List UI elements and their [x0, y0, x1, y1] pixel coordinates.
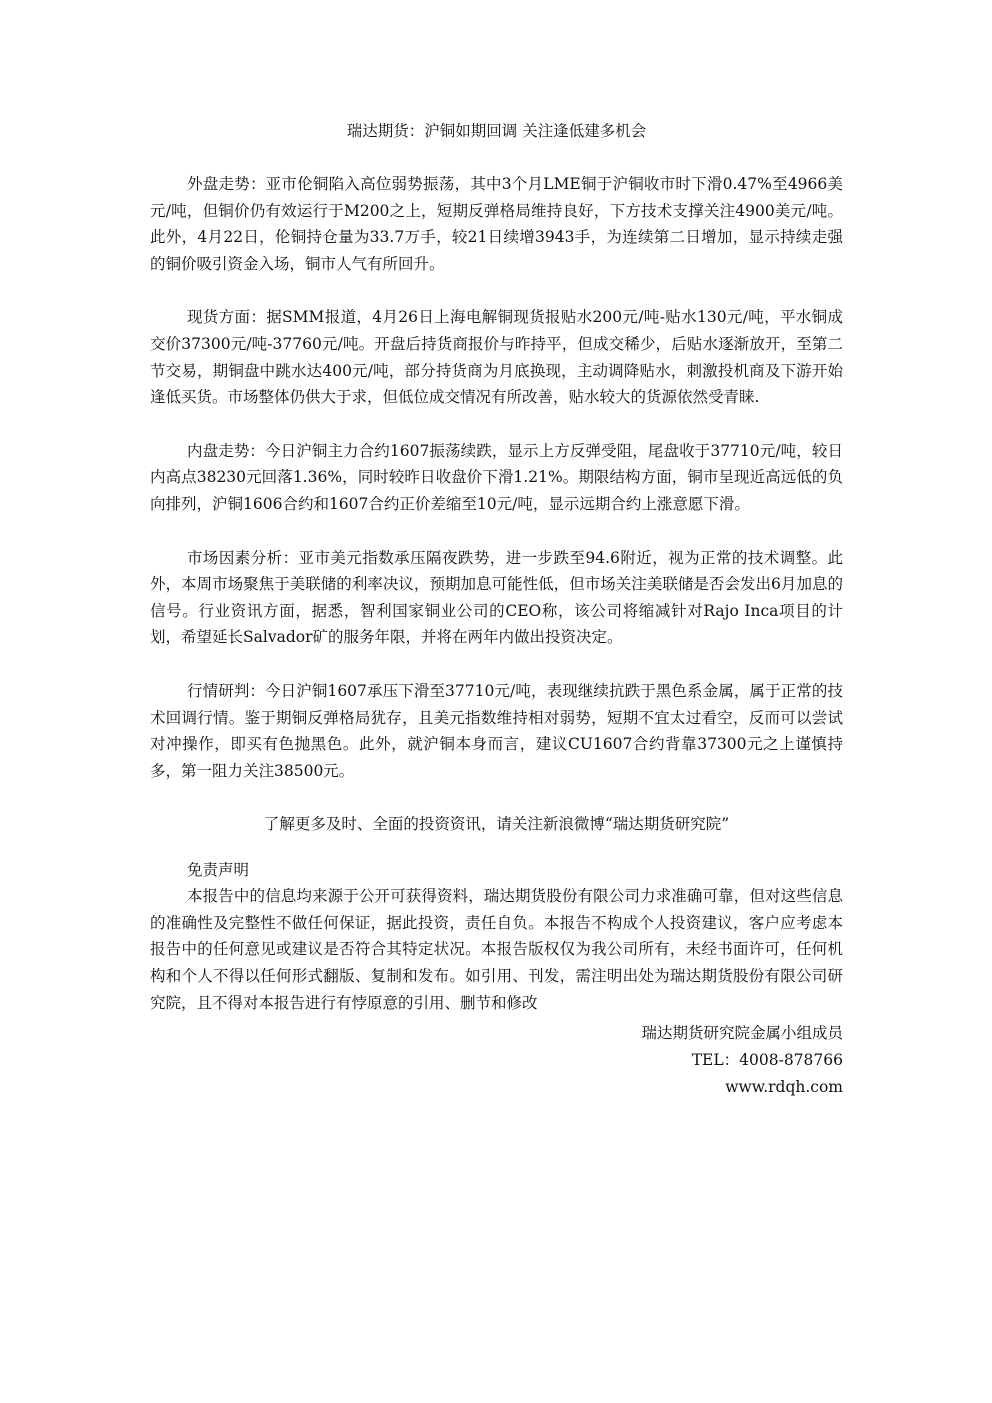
signature-author: 瑞达期货研究院金属小组成员	[641, 1024, 843, 1043]
paragraph-market-factors: 市场因素分析：亚市美元指数承压隔夜跌势，进一步跌至94.6附近，视为正常的技术调整。此外，本周市场聚焦于美联储的利率决议，预期加息可能性低，但市场关注美联储是否会发出6月加息的信号。行业资讯方面，据悉，智利国家铜业公司的CEO称，该公司将缩减针对Rajo Inca项目的计划，希望延长Salvador矿的服务年限，并将在两年内做出投资决定。	[150, 548, 843, 647]
signature-block	[150, 1020, 843, 1101]
report-title: 瑞达期货：沪铜如期回调 关注逢低建多机会	[346, 122, 647, 140]
weibo-notice: 了解更多及时、全面的投资资讯，请关注新浪微博“瑞达期货研究院”	[263, 815, 730, 834]
paragraph-domestic-market: 内盘走势：今日沪铜主力合约1607振荡续跌，显示上方反弹受阻，尾盘收于37710元/吨，较日内高点38230元回落1.36%，同时较昨日收盘价下滑1.21%。期限结构方面，铜市呈现近高远低的负向排列，沪铜1606合约和1607合约正价差缩至10元/吨，显示远期合约上涨意愿下滑。	[150, 441, 843, 513]
signature-website: www.rdqh.com	[725, 1078, 843, 1097]
paragraph-market-outlook: 行情研判：今日沪铜1607承压下滑至37710元/吨，表现继续抗跌于黑色系金属，属于正常的技术回调行情。鉴于期铜反弹格局犹存，且美元指数维持相对弱势，短期不宜太过看空，反而可以尝试对冲操作，即买有色抛黑色。此外，就沪铜本身而言，建议CU1607合约背靠37300元之上谨慎持多，第一阻力关注38500元。	[150, 681, 843, 780]
paragraph-spot-market: 现货方面：据SMM报道，4月26日上海电解铜现货报贴水200元/吨-贴水130元/吨，平水铜成交价37300元/吨-37760元/吨。开盘后持货商报价与昨持平，但成交稀少，后贴水逐渐放开，至第二节交易，期铜盘中跳水达400元/吨，部分持货商为月底换现，主动调降贴水，刺激投机商及下游开始逢低买货。市场整体仍供大于求，但低位成交情况有所改善，贴水较大的货源依然受青睐.	[150, 308, 843, 407]
paragraph-overseas-market: 外盘走势：亚市伦铜陷入高位弱势振荡，其中3个月LME铜于沪铜收市时下滑0.47%至4966美元/吨，但铜价仍有效运行于M200之上，短期反弹格局维持良好，下方技术支撑关注4900美元/吨。此外，4月22日，伦铜持仓量为33.7万手，较21日续增3943手，为连续第二日增加，显示持续走强的铜价吸引资金入场，铜市人气有所回升。	[150, 175, 843, 273]
disclaimer-title: 免责声明	[187, 861, 250, 880]
signature-tel: TEL：4008-878766	[691, 1051, 843, 1070]
disclaimer-body: 本报告中的信息均来源于公开可获得资料，瑞达期货股份有限公司力求准确可靠，但对这些信息的准确性及完整性不做任何保证，据此投资，责任自负。本报告不构成个人投资建议，客户应考虑本报告中的任何意见或建议是否符合其特定状况。本报告版权仅为我公司所有，未经书面许可，任何机构和个人不得以任何形式翻版、复制和发布。如引用、刊发，需注明出处为瑞达期货股份有限公司研究院，且不得对本报告进行有悖原意的引用、删节和修改	[150, 887, 843, 1012]
report-page	[150, 120, 843, 1101]
